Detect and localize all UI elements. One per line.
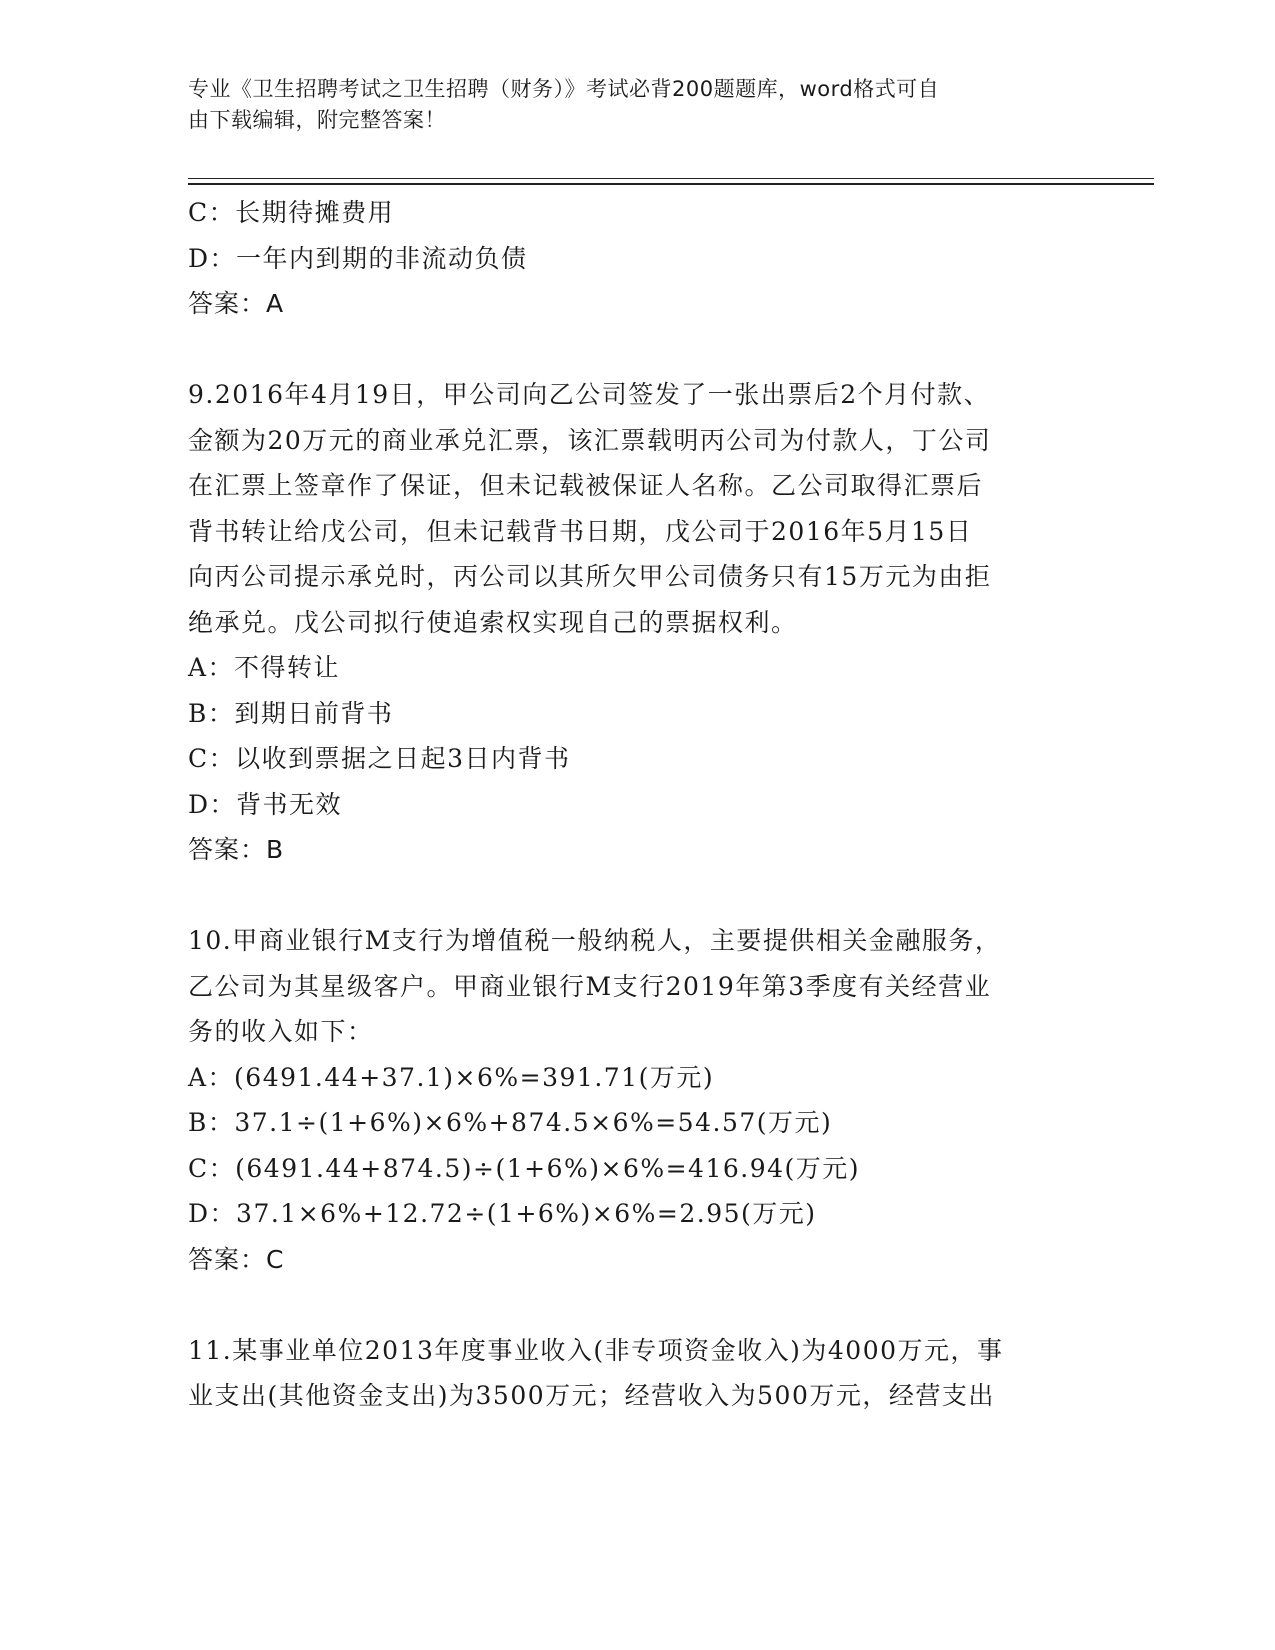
spacer: [188, 1282, 1088, 1328]
option-b: B：到期日前背书: [188, 698, 394, 728]
option-c: C：(6491.44+874.5)÷(1+6%)×6%=416.94(万元): [188, 1153, 861, 1183]
option-c: C：以收到票据之日起3日内背书: [188, 744, 571, 773]
question-text-line: 11.某事业单位2013年度事业收入(非专项资金收入)为4000万元，事: [188, 1335, 1004, 1365]
answer-line: 答案：A: [188, 289, 285, 318]
option-d: D：一年内到期的非流动负债: [188, 243, 528, 273]
document-body: [188, 190, 1088, 1419]
header-rule-thin: [188, 178, 1154, 179]
question-text-line: 10.甲商业银行M支行为增值税一般纳税人，主要提供相关金融服务，: [188, 926, 1002, 955]
option-d: D：背书无效: [188, 789, 343, 819]
option-a: A：(6491.44+37.1)×6%=391.71(万元): [188, 1062, 715, 1092]
question-10: [188, 918, 1088, 1282]
spacer: [188, 327, 1088, 373]
option-c: C：长期待摊费用: [188, 198, 395, 227]
spacer: [188, 873, 1088, 919]
prev-question: [188, 190, 1088, 327]
answer-line: 答案：B: [188, 835, 285, 864]
header-line-2: 由下载编辑，附完整答案！: [188, 108, 446, 132]
option-a: A：不得转让: [188, 653, 341, 682]
question-text-line: 业支出(其他资金支出)为3500万元；经营收入为500万元，经营支出: [188, 1381, 995, 1410]
header-line-1: 专业《卫生招聘考试之卫生招聘（财务）》考试必背200题题库，word格式可自: [188, 77, 940, 101]
answer-line: 答案：C: [188, 1244, 285, 1274]
question-9: [188, 372, 1088, 873]
header-rule-thick: [188, 183, 1154, 185]
question-text-line: 金额为20万元的商业承兑汇票，该汇票载明丙公司为付款人，丁公司: [188, 425, 992, 455]
question-text-line: 乙公司为其星级客户。甲商业银行M支行2019年第3季度有关经营业: [188, 971, 992, 1001]
question-text-line: 9.2016年4月19日，甲公司向乙公司签发了一张出票后2个月付款、: [188, 380, 991, 409]
question-text-line: 在汇票上签章作了保证，但未记载被保证人名称。乙公司取得汇票后: [188, 471, 984, 500]
question-text-line: 背书转让给戊公司，但未记载背书日期，戊公司于2016年5月15日: [188, 516, 973, 546]
question-text-line: 务的收入如下：: [188, 1017, 374, 1046]
page-header: [188, 74, 1068, 136]
question-text-line: 向丙公司提示承兑时，丙公司以其所欠甲公司债务只有15万元为由拒: [188, 562, 992, 591]
option-d: D：37.1×6%+12.72÷(1+6%)×6%=2.95(万元): [188, 1199, 817, 1228]
option-b: B：37.1÷(1+6%)×6%+874.5×6%=54.57(万元): [188, 1108, 833, 1137]
question-text-line: 绝承兑。戊公司拟行使追索权实现自己的票据权利。: [188, 607, 798, 637]
question-11: [188, 1328, 1088, 1419]
